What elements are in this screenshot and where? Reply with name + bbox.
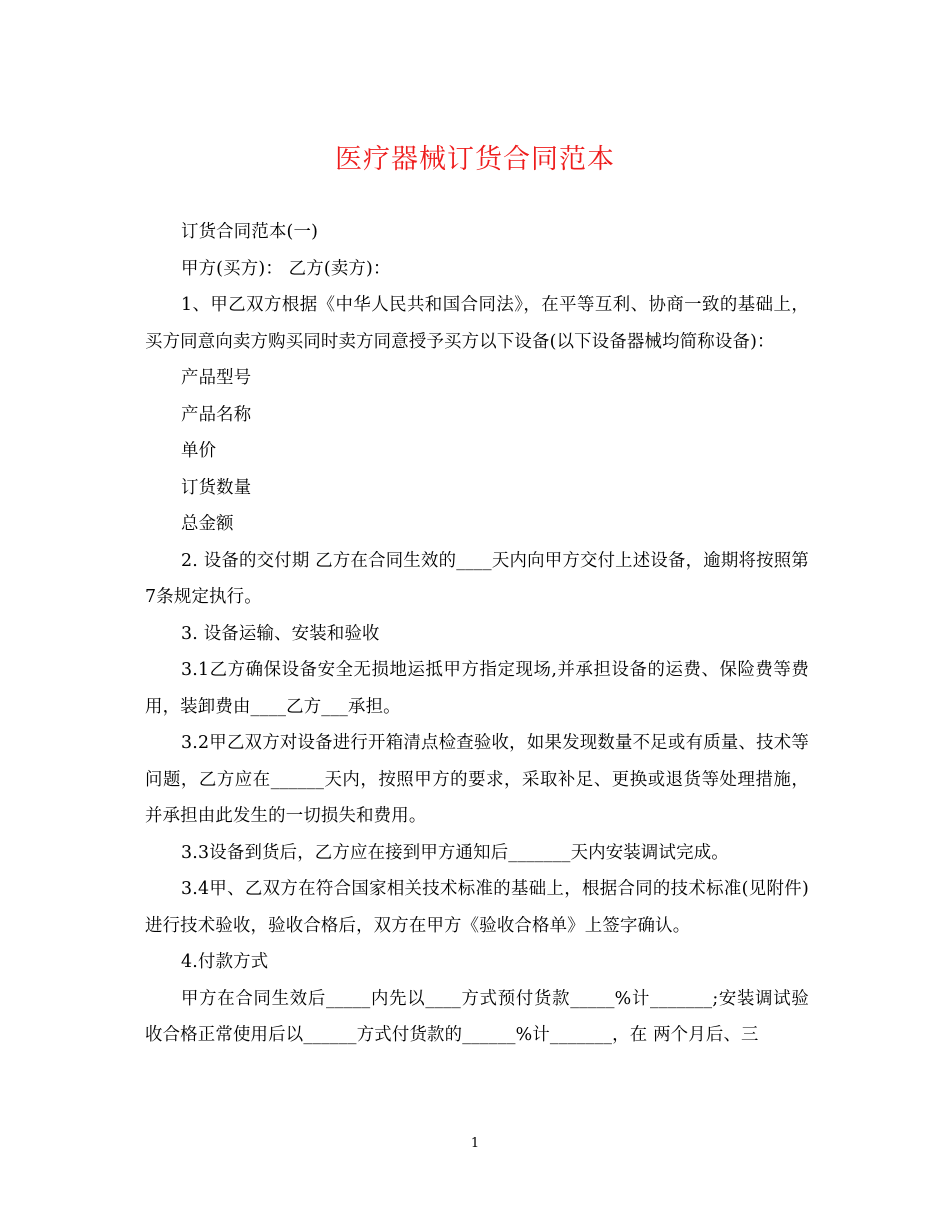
paragraph-unit-price: 单价 [181, 441, 217, 461]
paragraph-clause-3-2: 3.2甲乙双方对设备进行开箱清点检查验收，如果发现数量不足或有质量、技术等问题，乙方应在______天内，按照甲方的要求，采取补足、更换或退货等处理措施，并承担由此发生的一切损失和费用。 [145, 733, 809, 826]
paragraph-clause-4: 4.付款方式 [181, 952, 269, 972]
paragraph-clause-3-1: 3.1乙方确保设备安全无损地运抵甲方指定现场,并承担设备的运费、保险费等费用，装卸费由____乙方___承担。 [145, 660, 809, 717]
paragraph-clause-3: 3. 设备运输、安装和验收 [181, 623, 380, 644]
paragraph-clause-1: 1、甲乙双方根据《中华人民共和国合同法》，在平等互利、协商一致的基础上，买方同意向卖方购买同时卖方同意授予买方以下设备(以下设备器械均简称设备)： [145, 295, 809, 352]
paragraph-clause-2: 2. 设备的交付期 乙方在合同生效的____天内向甲方交付上述设备，逾期将按照第7条规定执行。 [145, 550, 809, 607]
page-number: 1 [470, 1136, 480, 1151]
document-title: 医疗器械订货合同范本 [335, 144, 615, 175]
document-body [145, 214, 809, 1054]
paragraph-parties: 甲方(买方)： 乙方(卖方)： [181, 258, 391, 279]
paragraph-payment-terms: 甲方在合同生效后_____内先以____方式预付货款_____%计_______;安装调试验收合格正常使用后以______方式付货款的______%计_______，在 两个月后、三 [145, 988, 809, 1045]
paragraph-clause-3-4: 3.4甲、乙双方在符合国家相关技术标准的基础上，根据合同的技术标准(见附件)进行技术验收，验收合格后，双方在甲方《验收合格单》上签字确认。 [145, 879, 809, 936]
paragraph-total-amount: 总金额 [181, 514, 234, 534]
paragraph-order-quantity: 订货数量 [181, 477, 252, 498]
paragraph-product-name: 产品名称 [181, 404, 252, 425]
paragraph-clause-3-3: 3.3设备到货后，乙方应在接到甲方通知后_______天内安装调试完成。 [181, 842, 729, 863]
paragraph-product-model: 产品型号 [181, 368, 252, 388]
paragraph-heading: 订货合同范本(一) [181, 222, 319, 242]
